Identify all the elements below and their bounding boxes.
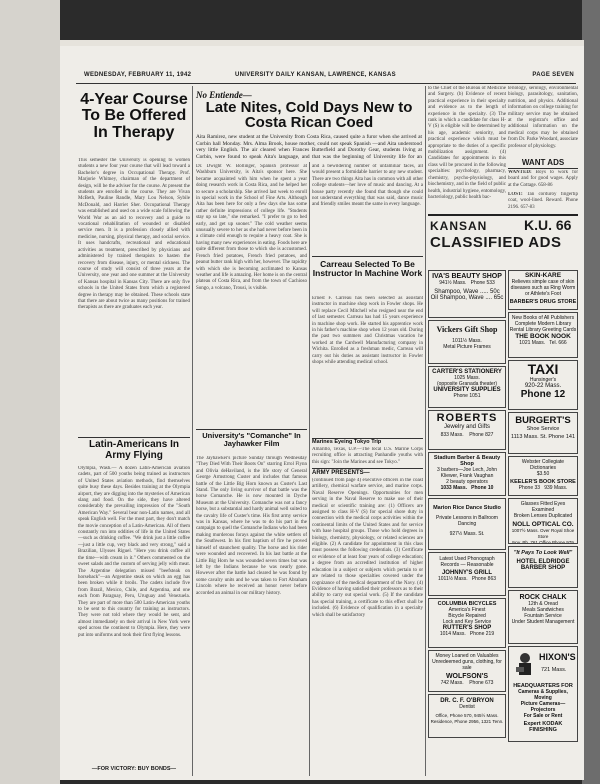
ad-johnnys-grill: Latest Used Phonograph Records — Reasonable JOHNNY'S GRILL 1011½ Mass. Phone 863 [428,552,506,596]
adjacent-page-strip [0,0,60,784]
masthead [60,72,584,82]
masthead-page-number: PAGE SEVEN [532,72,574,78]
ad-hotel-eldridge-barber: "It Pays To Look Well" HOTEL ELDRIDGE BARBER SHOP [508,546,578,588]
ad-stadium-barber-beauty: Stadium Barber & Beauty Shop 3 barbers—Joe Lech, John Kliewer, Frank Vaughan 2 beauty operators 1033 Mass. Phone 10 [428,452,506,496]
ad-dr-obryon-dentist: DR. C. F. O'BRYON Dentist Office, Phone 570, 945½ Mass. Residence, Phone 2956, 1321 Tenn. [428,694,506,738]
article-therapy-course: This semester the University is opening to women students a new four year course that will lead toward a Bachelor's degree in Occupational Therapy. Prof. Marjorie Whitney, chairman of the department of design, will be the adviser for the course. At present the students are enrolled in the course. They are Vivan McBeth, Pauline Randle, Mary Lou Nelson, Sybile McDonald, and Harriet Sher. Occupational Therapy was established and used on a wide scale following the World War as an aid to recovery and a guide to vocational rehabilitation of wounded or disabled service men. It is a profession closely allied with medicine, nursing, physical therapy, and social service. It uses handcrafts, recreational and educational activities as treatment, prescribed by physicians and administered by trained therapists to hasten the recovery from disease, injury, or mental sickness. The course of study will consist of three years at the University, one year and one summer at the University of Kansas hospital in Kansas City. There are only five schools in the United States from which a registered degree in therapy may be obtained. These schools state that there are about twice as many positions for trained therapists as there are graduates each year. [78,158,190,311]
column-divider [309,162,310,776]
article-army-presents-continued: to the Chief of the Bureau of Medicine and Surgery. (b) Evidence of recent practical experience in their specialty and evidence as to the length of experience in the specialty. (3) The rank in which a candidate for class H-V (S) is eligible will be determined by his age, academic seniority, and practical experience which must be appropriate to the duties of a specific mobilization assignment. (4) Candidates for appointments in this class will be procured in the following specialties: psychology, pharmacy, chemistry, psycho-physiology, and biochemistry, and in the field of public health, industrial hygiene, entomology, bacteriology, public health bac- [428,86,506,200]
headline-comanche-film: University's "Comanche" In Jayhawker Film [202,431,301,448]
article-divider [78,437,190,438]
ad-ivas-beauty-shop: IVA'S BEAUTY SHOP 941½ Mass. Phone 533 Shampoo, Wave ..... 50c Oil Shampoo, Wave .... 65c [428,270,506,318]
headline-costa-rican-coed: Late Nites, Cold Days New to Costa Rican Coed [205,99,413,132]
article-divider [312,256,423,257]
column-divider [425,86,426,776]
ad-burgerts-shoe-service: BURGERT'S Shoe Service 1113 Mass. St. Phone 141 [508,412,578,454]
masthead-rule [76,83,576,84]
headline-army-presents: ARMY PRESENTS— [312,470,370,476]
headline-marines-tokyo: Marines Eyeing Tokyo Trip [312,439,382,445]
article-army-presents: (continued from page 4) executive officers in the coast artillery, chemical warfare service, and marine corps. Naval Reserve Openings. Opportunities for men serving in the Naval Reserve to make use of their medical or scientific training are: (1) Officers are assigned to class H-V (S) for special shore duty in connection with the medical corps activities within the continental limits of the United States and for service with base hospital groups. Those who hold degrees in biology, chemistry, physiology, or related sciences are eligible. (2) A candidate for appointment in this class must possess the following credentials. (3) Certificate or evidence of at least four years of college education; a degree from an accredited institution of higher education in a subject or subjects which pertain to or are related to those specialties covered under the cognizance of the medical department of the Navy. (4) Evidence of having satisfied their professors as to their ability to carry out special work. (5) If the candidate has special training, a certificate to this effect shall be included. (6) Evidence of qualification in a specialty which shall be satisfactory [312,478,423,618]
classified-title: CLASSIFIED ADS [430,234,562,251]
masthead-paper-name: UNIVERSITY DAILY KANSAN, LAWRENCE, KANSAS [235,72,396,78]
ad-carters-stationery: CARTER'S STATIONERY 1025 Mass. (opposite Granada theater) UNIVERSITY SUPPLIES Phone 1051 [428,366,506,408]
ad-rutters-columbia-bicycles: COLUMBIA BICYCLES America's Finest Bicycle Repaired Lock and Key Service RUTTER'S SHOP 1014 Mass. Phone 219 [428,598,506,648]
want-ads-title: WANT ADS [521,158,565,167]
article-costa-rican-lede: Aita Ramirez, new student at the University from Costa Rica, caused quite a furor when she arrived at Corbin hall Monday. Mrs. Alma Brook, house mother, could not speak Spanish —and Aita understood very little English. The air cleared when Frances Butterfield and Dorothy Gear, students living at Corbin, were found to speak Aita's language, and that was the beginning of University life for an [196,134,422,160]
masthead-date: WEDNESDAY, FEBRUARY 11, 1942 [84,72,192,78]
article-costa-rican-continued: and a bewildering number of unfamiliar faces, all would present a formidable barrier to any new student. There are two things Aita has in common with all other college students—her love of music and dancing. At a house party recently she found that though she could not understand everything that was said, dance music and friendly smiles meant the same in every language. [312,164,423,208]
newspaper-page [60,46,584,780]
article-carreau: Ernest F. Carreau has been selected as assistant instructor in machine shop work in Fowler shops. He will replace Cecil Mitchell who resigned near the end of last semester. Carreau has had 15 years experience in machine shop work. He started his apprentice work in his father's machine shop when 12 years old. During the past two summers and Christmas vacation he worked at the Cardwell Manufacturing company in Wichita. Enrolled as a freshman medic, Carreau will carry out his duties as assistant instructor in Fowler shops while attending medical school. [312,296,423,366]
article-comanche: The Jayhawker's picture Sunday through Wednesday "They Died With Their Boots On" starring Errol Flynn and Olivia deHaviland, is the life story of General George Armstrong Custer and includes that famous battle of the Little Big Horn known as Custer's Last Stand. The only living survivor of that battle was the horse Comanche. He is now mounted in Dyche Museum at the University. Comanche was not a fancy horse, but a substantial and hardy animal well suited to the cavalry life of Custer's time. His first army service was in Kansas, where he was to do his part in the campaign to quell the Comanche Indians who had been making murderous forays against the white settlers of the Southwest. In his first baptism of fire he proved himself of staunchest quality. The horse and his rider were wounded and recovered. In his last battle at the Little Big Horn he was wounded seven times but was left by the Indians because he was nearly gone. However after the battle had cleared he was found by some cavalry units and he was taken to Fort Abraham Lincoln where he received an honor never before accorded an animal in our military history. [196,456,307,596]
article-costa-rican-body: Dr. Dwight W. Bollinger, Spanish professor at Washburn University, is Aita's sponsor here. She became acquainted with him when he spent a year doing research work in Costa Rica, and he helped her to secure a scholarship. She arrived last week to enroll in special work in the School of Fine Arts. Although Aita has been here for only a few days she has some rather definite impressions of college life. "Students stay up so late," she remarked. "I prefer to go to bed early, and get up sooner." The cold weather seems unusually severe to her as she had never before been in a climate cold enough to require a heavy coat. She is having many new experiences in eating. Foods here are quite different from those to which she is accustomed. French fried potatoes, French fried potatoes, and peanut butter rank high with her, however. The rapidity with which she is becoming acclimated to Kansas weather and life is amazing. Her home is on the central plateau of Costa Rica, and from the town of Cachioso Songo, a volcano, Trousi, is visible. [196,164,307,291]
headline-therapy-course: 4-Year Course To Be Offered In Therapy [80,91,188,141]
ad-hixons-cameras: HIXON'S 721 Mass. HEADQUARTERS FOR Cameras & Supplies, Moving Picture Cameras—Projectors For Sale or Rent Expert KODAK FINISHING [508,646,578,742]
ad-skin-kare: SKIN-KARE Relieves simple case of skin diseases such as Ring Worm or Athlete's Foot BARBER'S DRUG STORE [508,270,578,310]
camera-man-icon [513,651,537,679]
article-divider [312,468,423,469]
victory-bonds-footer: —FOR VICTORY: BUY BONDS— [91,766,177,772]
want-ad-lost: LOST: Tan corduroy fingertip coat, wool-lined. Reward. Phone 2196. 657-83 [508,192,578,210]
want-ad-wanted: WANTED: Boys to work for board and for good wages. Apply at the Cottage. 658-86 [508,170,578,188]
ad-keelers-book-store: Webster Collegiate Dictionaries $3.50 KEELER'S BOOK STORE Phone 33 939 Mass. [508,456,578,496]
ad-noll-optical: Glasses Fitted Eyes Examined Broken Lenses Duplicated NOLL OPTICAL CO. 1007½ Mass. Over Royal Shoe Store Nov. Ph. 761 Office Phone 979 [508,498,578,544]
kicker-no-entiende: No Entiende— [196,90,252,100]
ad-hunsingers-taxi: TAXI Hunsinger's 920-22 Mass. Phone 12 [508,360,578,410]
ad-vickers-gift-shop: Vickers Gift Shop 1011½ Mass. Metal Picture Frames [428,320,506,364]
ad-marion-rice-dance: Marion Rice Dance Studio Private Lessons in Ballroom Dancing 927½ Mass. St. [428,498,506,550]
ad-roberts-jewelry: ROBERTS Jewelry and Gifts 833 Mass. Phone 827 [428,410,506,450]
column-divider [192,86,193,776]
want-ads-rule [508,168,578,169]
classified-phone: K.U. 66 [524,217,572,233]
headline-latin-americans: Latin-Americans In Army Flying [88,439,180,461]
classified-kansan: KANSAN [430,219,488,233]
ad-rock-chalk: ROCK CHALK 12th & Oread Meals Sandwiches Fountain Service Under Student Management [508,590,578,644]
ad-book-nook: New Books of All Publishers Complete Modern Library Rental Library Greeting Cards THE BOOK NOOK 1021 Mass. Tel. 666 [508,312,578,358]
ad-wolfsons: Money Loaned on Valuables Unredeemed guns, clothing, for sale WOLFSON'S 742 Mass. Phone 673 [428,650,506,692]
scanner-background [582,0,600,784]
article-divider [196,429,307,430]
article-latin-americans: Olympia, Wash.— A dozen Latin-American aviation cadets, part of 500 youths being trained as instructors of United States aviation methods, find themselves quite busy these days. Besides training at the Olympia airport, they are digging into the mysteries of American slang and food. On the side, they have altered considerably the prevailing impression of the "South American Way." Several bear non-Latin names, and all speak English well. For the most part, they don't match the movie conception of a Latin-American. All of them constantly run into oddities of life in the United States—such as drinking coffee. "We drink just a little coffee—just a little cup, very black and very strong," said a Brazilian, Ulysses Riguel. "Here you drink coffee all the time—with cream in it." Others commented on the sweet salads and the custom of serving jelly with meat. The Argentine delegation missed "beefsteak on horseback"—an Argentine steak on which an egg has been broken while it broils. The cadets include five from Brazil, Mexico, Chile, and Argentina, and one each from Paraguay, Peru, Uruguay and Venezuela. They are part of more than 500 Latin-American youths to be sent to this country for training as instructors. They were not told where they would be sent, and almost immediately on their arrival in New York were sped across the continent to Olympia. Here, they were put into uniforms and took their first flying lessons. [78,466,190,638]
classified-banner [428,214,578,268]
article-marines-tokyo: Amarillo, Texas, U.P.—The local U.S. Marine Corps recruiting office is attracting Panhandle youths with this sign: "Join the Marines and see Tokyo." [312,447,423,465]
article-army-presents-end: teriology, serology, environmental biology, parasitology, sanitation, nutrition, and physics. Additional information on college training for military service may be obtained at the registrar's office and additional information on the medical corps may be obtained from Dr. Parke Woodard, associate professor of physiology. [508,86,578,149]
headline-carreau-instructor: Carreau Selected To Be Instructor In Machine Work [312,259,423,278]
